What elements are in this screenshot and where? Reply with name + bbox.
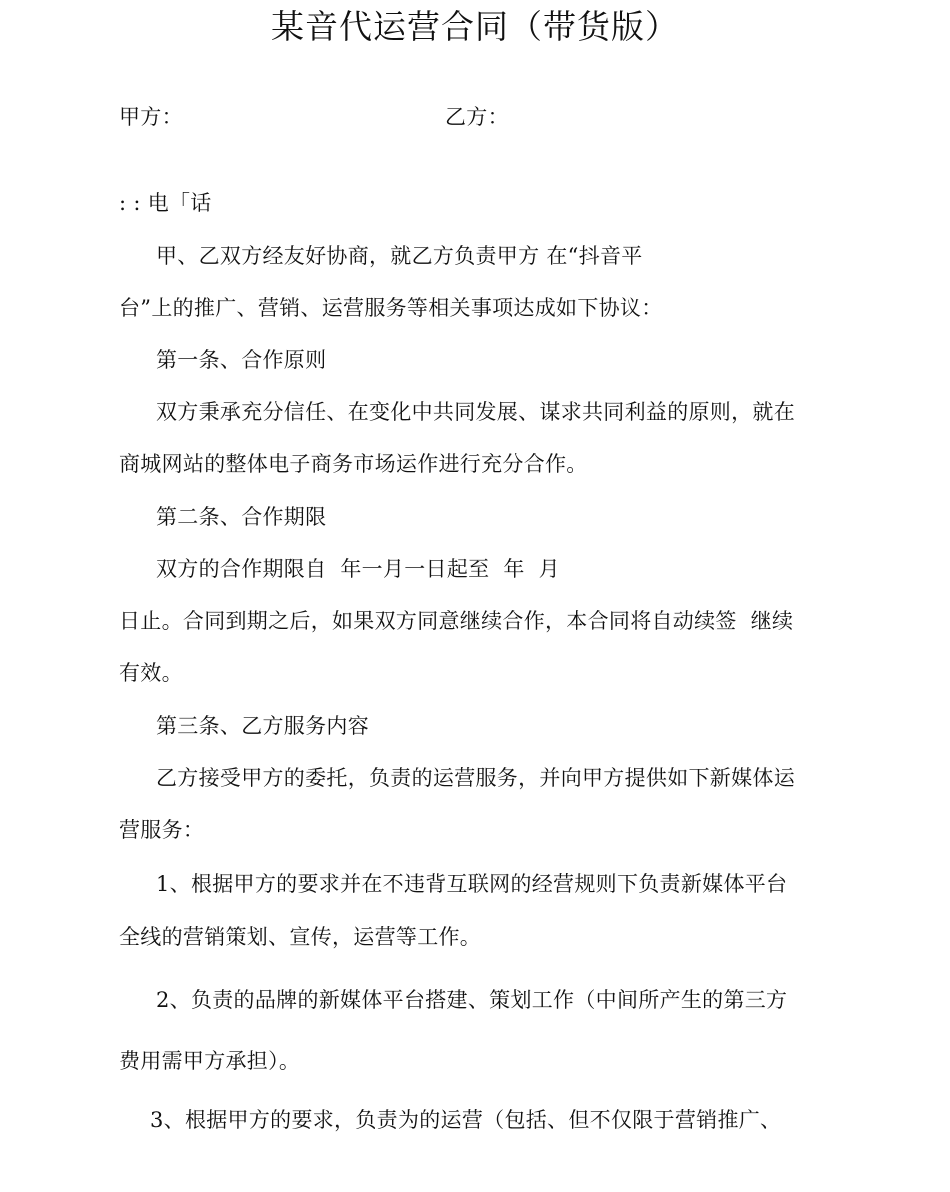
intro-line-1: 甲、乙双方经友好协商，就乙方负责甲方 在“抖音平 [156,244,643,268]
document-title: 某音代运营合同（带货版） [271,7,679,46]
party-b-label: 乙方： [445,105,509,129]
item-1-line-2: 全线的营销策划、宣传，运营等工作。 [119,925,482,949]
phone-line: : : 电「话 [119,191,212,215]
article-2-line-1: 双方的合作期限自 年一月一日起至 年 月 [156,557,560,581]
item-3-line-1: 3、根据甲方的要求，负责为的运营（包括、但不仅限于营销推广、 [150,1108,782,1132]
article-3-line-2: 营服务： [119,818,205,842]
intro-line-2: 台”上的推广、营销、运营服务等相关事项达成如下协议： [119,296,663,320]
party-a-label: 甲方： [119,105,183,129]
article-1-heading: 第一条、合作原则 [156,348,327,372]
article-2-heading: 第二条、合作期限 [156,505,327,529]
item-2-line-1: 2、负责的品牌的新媒体平台搭建、策划工作（中间所产生的第三方 [156,988,788,1012]
item-1-line-1: 1、根据甲方的要求并在不违背互联网的经营规则下负责新媒体平台 [156,872,788,896]
item-2-line-2: 费用需甲方承担）。 [119,1049,301,1073]
article-2-line-2: 日止。合同到期之后，如果双方同意继续合作，本合同将自动续签 继续 [119,609,794,633]
article-1-line-2: 商城网站的整体电子商务市场运作进行充分合作。 [119,452,588,476]
article-1-line-1: 双方秉承充分信任、在变化中共同发展、谋求共同利益的原则，就在 [156,400,795,424]
article-3-heading: 第三条、乙方服务内容 [156,714,369,738]
article-2-line-3: 有效。 [119,661,183,685]
article-3-line-1: 乙方接受甲方的委托，负责的运营服务，并向甲方提供如下新媒体运 [156,766,795,790]
